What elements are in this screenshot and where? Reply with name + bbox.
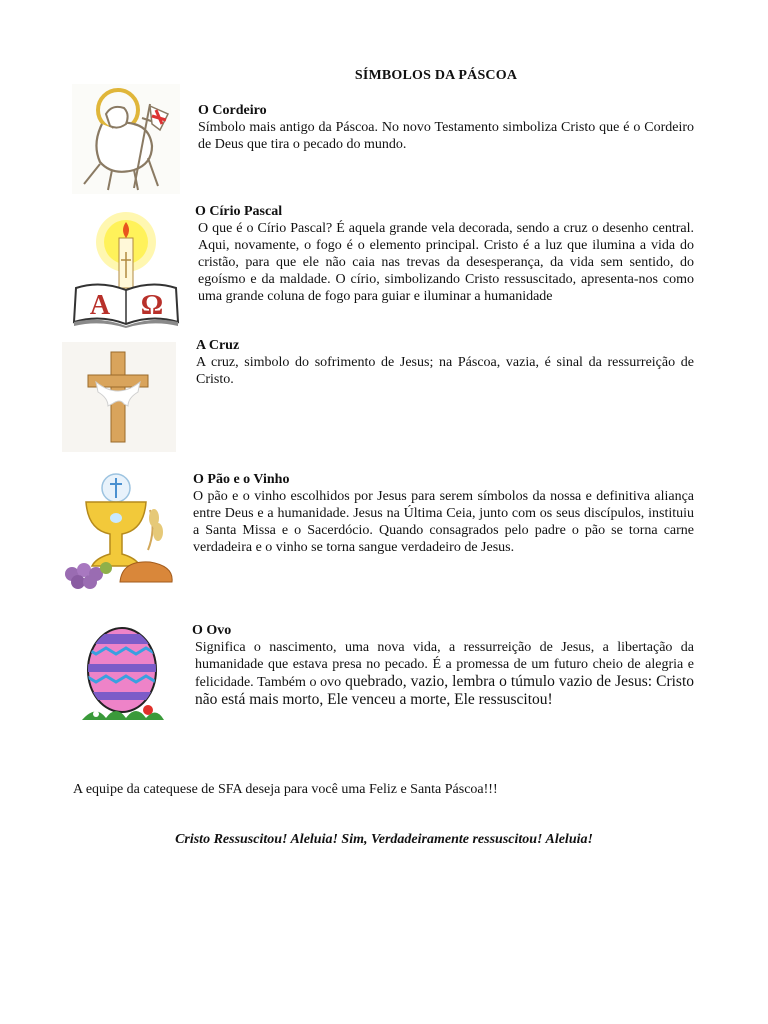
closing-message: Cristo Ressuscitou! Aleluia! Sim, Verdadeiramente ressuscitou! Aleluia! — [175, 832, 593, 847]
book-letter-omega: Ω — [140, 290, 164, 321]
chalice-bread-grapes-icon — [62, 470, 176, 592]
section-heading: O Pão e o Vinho — [193, 472, 290, 487]
book-letter-alpha: A — [89, 290, 111, 321]
lamb-icon — [72, 84, 180, 194]
section-text: Símbolo mais antigo da Páscoa. No novo Testamento simboliza Cristo que é o Cordeiro de Deus que tira o pecado do mundo. — [198, 120, 694, 152]
section-text: O que é o Círio Pascal? É aquela grande vela decorada, sendo a cruz o desenho central. Aqui, novamente, o fogo é o elemento principal. Cristo é a luz que ilumina a vida do cristão, para que ele não caia nas trevas da desesperança, da vida sem sentido, do egoísmo e da maldade. O círio, simbolizando Cristo ressuscitado, apresenta-nos como uma grande coluna de fogo para guiar e iluminar a humanidade — [198, 221, 694, 304]
page-title: SÍMBOLOS DA PÁSCOA — [354, 68, 518, 83]
easter-egg-icon — [76, 624, 168, 726]
section-heading: O Círio Pascal — [195, 204, 283, 219]
paschal-candle-icon — [72, 208, 180, 328]
section-text-large: quebrado, vazio, lembra o túmulo vazio de Jesus: Cristo não está mais morto, Ele venceu a morte, Ele ressuscitou! — [195, 673, 695, 708]
section-heading: O Ovo — [192, 623, 232, 638]
section-text: A cruz, simbolo do sofrimento de Jesus; na Páscoa, vazia, é sinal da ressurreição de Cristo. — [196, 355, 694, 387]
section-text — [192, 639, 694, 709]
section-heading: A Cruz — [196, 338, 240, 353]
section-cruz — [196, 337, 694, 388]
section-heading: O Cordeiro — [198, 103, 267, 118]
section-ovo — [192, 622, 694, 709]
section-cirio — [195, 203, 694, 305]
cross-icon — [62, 342, 176, 452]
footer-message: A equipe da catequese de SFA deseja para você uma Feliz e Santa Páscoa!!! — [73, 782, 498, 797]
section-pao-vinho — [193, 471, 694, 556]
section-text: O pão e o vinho escolhidos por Jesus para serem símbolos da nossa e definitiva aliança entre Deus e a humanidade. Jesus na Última Ceia, junto com os seus discípulos, instituiu a Santa Missa e o Sacerdócio. Quando consagrados pelo padre o pão se torna carne verdadeira e o vinho se torna sangue verdadeiro de Jesus. — [193, 489, 694, 555]
section-text-main: Significa o nascimento, uma nova vida, a ressurreição de Jesus, a libertação da humanidade que estava presa no pecado. É a promessa de um futuro cheio de alegria e felicidade. Também o ovo — [195, 640, 694, 690]
section-cordeiro — [198, 102, 694, 153]
